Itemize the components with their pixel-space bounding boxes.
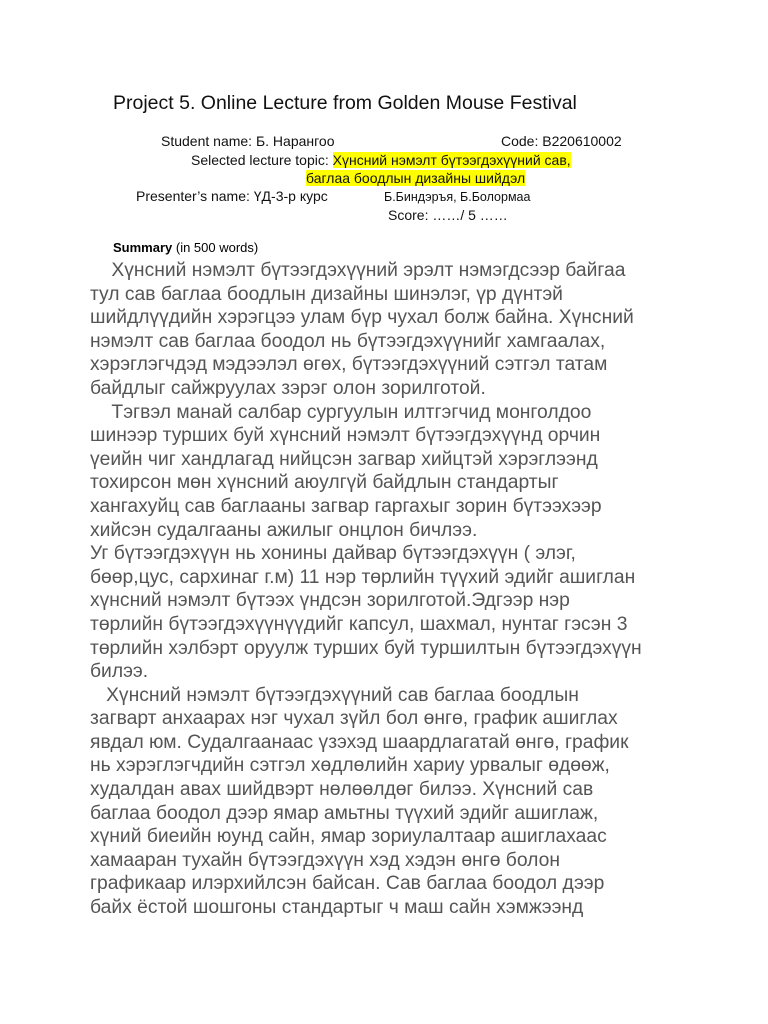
- summary-body: [90, 259, 700, 920]
- student-code: Code: B220610002: [501, 133, 622, 149]
- topic-highlight-1: Хүнсний нэмэлт бүтээгдэхүүний сав,: [332, 152, 571, 168]
- body-line: билээ.: [90, 661, 149, 683]
- summary-bold: Summary: [113, 240, 173, 255]
- body-line: нэмэлт сав баглаа боодол нь бүтээгдэхүүнийг хамгаалах,: [90, 330, 606, 352]
- body-line: нь хэрэглэгчдийн сэтгэл хөдлөлийн хариу урвалыг өдөөж,: [90, 755, 610, 777]
- body-line: Хүнсний нэмэлт бүтээгдэхүүний эрэлт нэмэгдсээр байгаа: [90, 260, 626, 281]
- body-line: үеийн чиг хандлагад нийцсэн загвар хийцтэй хэрэглээнд: [90, 448, 598, 470]
- body-line: баглаа боодол дээр ямар амьтны түүхий эдийг ашиглаж,: [90, 802, 599, 824]
- body-line: хангахуйц сав баглааны загвар гаргахыг зорин бүтээхээр: [90, 495, 602, 517]
- body-line: Хүнсний нэмэлт бүтээгдэхүүний сав баглаа боодлын: [90, 684, 579, 706]
- body-line: графикаар илэрхийлсэн байсан. Сав баглаа боодол дээр: [90, 873, 605, 895]
- body-line: бөөр,цус, сархинаг г.м) 11 нэр төрлийн түүхий эдийг ашиглан: [90, 566, 636, 588]
- topic-line-2: [306, 170, 525, 186]
- body-line: хамааран тухайн бүтээгдэхүүн хэд хэдэн өнгө болон: [90, 849, 560, 871]
- body-line: шийдлүүдийн хэрэгцээ улам бүр чухал болж байна. Хүнсний: [90, 307, 634, 329]
- body-line: төрлийн хэлбэрт оруулж турших буй туршилтын бүтээгдэхүүн: [90, 637, 642, 659]
- body-line: хүний биеийн юунд сайн, ямар зориулалтаар ашиглахаас: [90, 826, 607, 848]
- body-line: шинээр турших буй хүнсний нэмэлт бүтээгдэхүүнд орчин: [90, 425, 601, 447]
- presenter-label: Presenter’s name: ҮД-3-р курс: [136, 188, 328, 204]
- summary-note: (in 500 words): [172, 240, 259, 255]
- body-line: Уг бүтээгдэхүүн нь хонины дайвар бүтээгдэхүүн ( элэг,: [90, 543, 576, 565]
- body-line: байдлыг сайжруулах зэрэг олон зорилготой.: [90, 377, 486, 399]
- body-line: хийсэн судалгааны ажилыг онцлон бичлээ.: [90, 519, 478, 541]
- body-line: тохирсон мөн хүнсний аюулгүй байдлын стандартыг: [90, 472, 559, 494]
- body-line: Тэгвэл манай салбар сургуулын илтгэгчид монголдоо: [90, 401, 592, 423]
- presenter-names: Б.Биндэръя, Б.Болормаа: [384, 190, 531, 204]
- body-line: загварт анхаарах нэг чухал зүйл бол өнгө, график ашиглах: [90, 708, 618, 730]
- student-name: Student name: Б. Нарангоо: [161, 133, 335, 149]
- body-line: хүнсний нэмэлт бүтээх үндсэн зорилготой.Эдгээр нэр: [90, 590, 570, 612]
- body-line: хэрэглэгчдэд мэдээлэл өгөх, бүтээгдэхүүний сэтгэл татам: [90, 354, 608, 376]
- page-title: Project 5. Online Lecture from Golden Mouse Festival: [113, 92, 577, 114]
- body-line: байх ёстой шошгоны стандартыг ч маш сайн хэмжээнд: [90, 897, 584, 919]
- body-line: худалдан авах шийдвэрт нөлөөлдөг билээ. Хүнсний сав: [90, 779, 594, 801]
- topic-line-1: [191, 152, 571, 168]
- body-line: тул сав баглаа боодлын дизайны шинэлэг, үр дүнтэй: [90, 283, 563, 305]
- topic-label: Selected lecture topic:: [191, 152, 333, 168]
- topic-highlight-2: баглаа боодлын дизайны шийдэл: [306, 170, 526, 186]
- summary-heading: [113, 240, 258, 255]
- body-line: явдал юм. Судалгаанаас үзэхэд шаардлагатай өнгө, график: [90, 731, 629, 753]
- body-line: төрлийн бүтээгдэхүүнүүдийг капсул, шахмал, нунтаг гэсэн 3: [90, 613, 628, 635]
- score: Score: ……/ 5 ……: [388, 207, 508, 223]
